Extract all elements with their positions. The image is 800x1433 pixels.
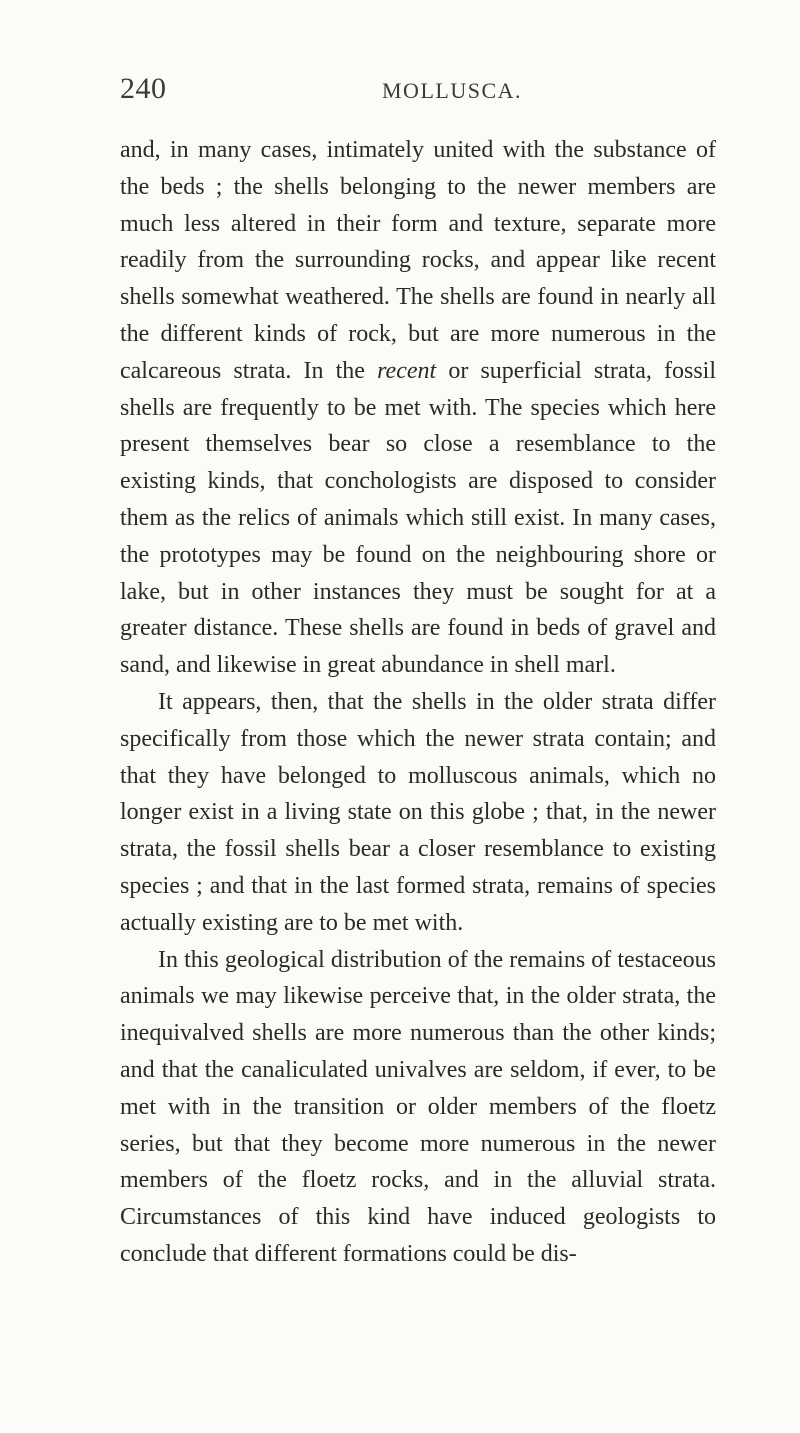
paragraph-1-part-1: and, in many cases, intimately united with the substance of the beds ; the shells belonging to the newer members are much less altered in their form and texture, separate more readily from the surrounding rocks, and appear like recent shells somewhat weathered. The shells are found in nearly all the different kinds of rock, but are more numerous in the calcareous strata. In the bbox=[120, 137, 716, 384]
running-head bbox=[0, 72, 800, 112]
running-title: MOLLUSCA. bbox=[382, 78, 523, 103]
paragraph-1 bbox=[120, 132, 716, 684]
body-text bbox=[120, 132, 716, 1273]
paragraph-2: It appears, then, that the shells in the older strata differ specifically from those which the newer strata contain; and that they have belonged to molluscous animals, which no longer exist in a living state on this globe ; that, in the newer strata, the fossil shells bear a closer resemblance to existing species ; and that in the last formed strata, remains of species actually existing are to be met with. bbox=[120, 688, 716, 936]
paragraph-1-part-2: or superficial strata, fossil shells are frequently to be met with. The species which here present themselves bear so close a resemblance to the existing kinds, that conchologists are disposed to consider them as the relics of animals which still exist. In many cases, the prototypes may be found on the neighbouring shore or lake, but in other instances they must be sought for at a greater distance. These shells are found in beds of gravel and sand, and likewise in great abundance in shell marl. bbox=[120, 357, 716, 679]
italic-word-recent: recent bbox=[377, 357, 437, 384]
page-number: 240 bbox=[120, 72, 167, 105]
paragraph-3: In this geological distribution of the remains of testaceous animals we may likewise perceive that, in the older strata, the inequivalved shells are more numerous than the other kinds; and that the canaliculated univalves are seldom, if ever, to be met with in the transition or older members of the floetz series, but that they become more numerous in the newer members of the floetz rocks, and in the alluvial strata. Circumstances of this kind have induced geologists to conclude that different formations could be dis- bbox=[120, 946, 716, 1267]
